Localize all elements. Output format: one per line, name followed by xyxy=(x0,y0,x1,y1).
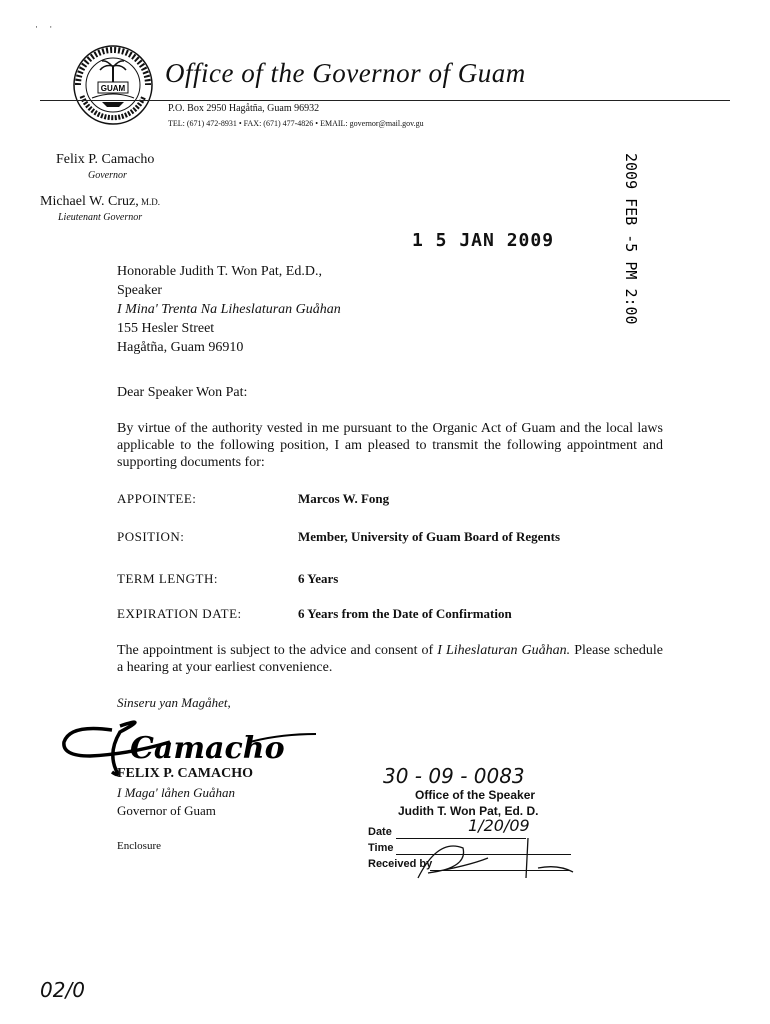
office-contact: TEL: (671) 472-8931 • FAX: (671) 477-4826 • EMAIL: governor@mail.gov.gu xyxy=(168,119,424,128)
signature-text: Camacho xyxy=(130,731,285,766)
received-time-label: Time xyxy=(368,842,394,854)
office-address: P.O. Box 2950 Hagåtña, Guam 96932 xyxy=(168,103,320,114)
margin-stamp-text: 2009 FEB -5 PM 2:00 xyxy=(622,153,640,325)
recipient-name: Honorable Judith T. Won Pat, Ed.D., xyxy=(117,264,322,279)
margin-time-stamp xyxy=(610,145,650,385)
governor-name: Felix P. Camacho xyxy=(56,152,155,167)
received-control-number: 30 - 09 - 0083 xyxy=(383,764,525,788)
recipient-street: 155 Hesler Street xyxy=(117,321,215,336)
term-length-label: TERM LENGTH: xyxy=(117,571,218,586)
date-stamp: 1 5 JAN 2009 xyxy=(412,230,555,251)
paragraph-authority: By virtue of the authority vested in me pursuant to the Organic Act of Guam and the local laws applicable to the following position, I am pleased to transmit the following appointment and supporting documents for: xyxy=(117,421,663,470)
signer-office: Governor of Guam xyxy=(117,803,216,818)
governor-title: Governor xyxy=(88,170,127,181)
signer-title: I Maga' låhen Guåhan xyxy=(117,785,235,800)
recipient-city: Hagåtña, Guam 96910 xyxy=(117,340,244,355)
received-stamp-speaker: Judith T. Won Pat, Ed. D. xyxy=(398,804,539,818)
appointee-label: APPOINTEE: xyxy=(117,491,197,506)
letterhead-divider xyxy=(40,100,730,101)
scan-specks: · · xyxy=(35,22,53,32)
recipient-title: Speaker xyxy=(117,283,163,298)
governor-seal-icon xyxy=(72,44,154,126)
received-stamp-office: Office of the Speaker xyxy=(415,788,536,802)
paragraph-hearing-pre: The appointment is subject to the advice and consent of xyxy=(117,643,438,658)
paragraph-hearing-post: Please schedule a hearing at your earliest convenience. xyxy=(117,643,664,675)
recipient-block xyxy=(117,262,341,357)
received-by-label: Received by xyxy=(368,858,433,870)
paragraph-hearing xyxy=(117,642,663,676)
office-title: Office of the Governor of Guam xyxy=(165,58,526,88)
expiration-date-label: EXPIRATION DATE: xyxy=(117,606,242,621)
paragraph-hearing-legislature: I Liheslaturan Guåhan. xyxy=(437,643,571,658)
enclosure-note: Enclosure xyxy=(117,840,161,852)
signer-name: FELIX P. CAMACHO xyxy=(117,766,253,781)
recipient-body: I Mina' Trenta Na Liheslaturan Guåhan xyxy=(117,302,341,317)
expiration-date-value: 6 Years from the Date of Confirmation xyxy=(298,606,512,621)
page-number: 02/0 xyxy=(40,978,85,1002)
term-length-value: 6 Years xyxy=(298,571,339,586)
appointee-value: Marcos W. Fong xyxy=(298,491,390,506)
received-date-label: Date xyxy=(368,826,392,838)
position-value: Member, University of Guam Board of Regents xyxy=(298,529,561,544)
closing: Sinseru yan Magåhet, xyxy=(117,695,231,710)
lt-governor-credential: M.D. xyxy=(138,197,161,207)
received-initials-scribble xyxy=(408,828,578,888)
position-label: POSITION: xyxy=(117,529,185,544)
lt-governor-name xyxy=(40,194,160,210)
seal-center-text: GUAM xyxy=(100,84,126,93)
salutation: Dear Speaker Won Pat: xyxy=(117,385,248,400)
received-date-value: 1/20/09 xyxy=(468,816,530,835)
lt-governor-title: Lieutenant Governor xyxy=(58,212,143,223)
received-stamp xyxy=(368,788,578,888)
lt-governor-name-text: Michael W. Cruz, xyxy=(40,194,139,209)
